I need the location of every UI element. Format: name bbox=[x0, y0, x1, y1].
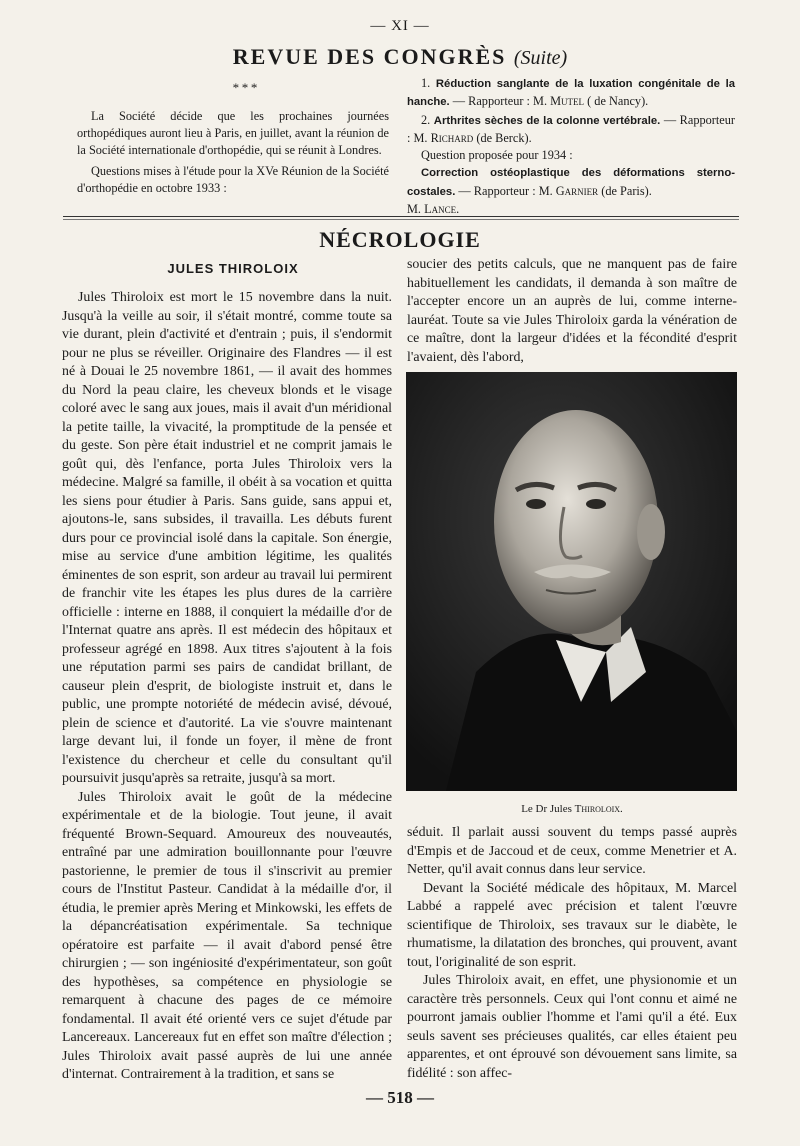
obituary-right-bottom-column bbox=[407, 824, 737, 1083]
item-rapporteur-label: — Rapporteur : M. bbox=[407, 112, 735, 145]
item-title: Correction ostéoplastique des déformations sterno-costales. bbox=[407, 167, 735, 198]
section-divider bbox=[63, 216, 739, 217]
congress-left-column bbox=[77, 108, 389, 201]
section-title bbox=[0, 44, 800, 70]
congress-paragraph: La Société décide que les prochaines journées orthopédiques auront lieu à Paris, en juillet, avant la réunion de la Société internationale d'orthopédie, qui se réunit à Londres. bbox=[77, 109, 389, 157]
page-number: — 518 — bbox=[366, 1088, 434, 1107]
item-rapporteur-origin: (de Berck). bbox=[473, 130, 532, 145]
obituary-paragraph: Jules Thiroloix avait le goût de la médecine expérimentale et de la biologie. Tout jeune, il avait fréquenté Brown-Sequard. Amoureux des nouveautés, entraîné par une admiration bouillonnante pour l'œuvre pastorienne, le premier de tous il s'inscrivit au premier cours de l'Institut Pasteur. Candidat à la médaille d'or, il étudia, le premier après Mering et Minkowski, les effets de la dépancréatisation expérimentale. Sa technique opératoire est parfaite — il avait d'abord pensé être chirurgien ; — son ingéniosité d'expérimentateur, son goût des hypothèses, sa compétence en physiologie se remarquent à chacune des pages de ce mémoire fondamental. Il avait été orienté vers ce sujet d'étude par Lancereaux. Lancereaux fut en effet son maître d'élection ; Jules Thiroloix avait passé auprès de lui une année d'internat. Contrairement à la tradition, et sans se bbox=[62, 789, 392, 1082]
congress-right-column bbox=[407, 75, 735, 218]
obituary-right-top-text: soucier des petits calculs, que ne manquent pas de faire habituellement les candidats, il demanda à son maître de l'accepter encore un an auprès de lui, comme interne-lauréat. Toute sa vie Jules Thiroloix garda la vénération de ce maître, dont la largeur d'idées et la fécondité d'esprit l'avaient, dès l'abord, bbox=[407, 257, 737, 365]
congress-item-3 bbox=[407, 164, 735, 201]
portrait-illustration bbox=[406, 372, 737, 791]
item-rapporteur-origin: ( de Nancy). bbox=[584, 94, 649, 109]
section-divider bbox=[63, 219, 739, 220]
caption-name: Thiroloix bbox=[574, 803, 621, 815]
section-title-suffix: (Suite) bbox=[513, 47, 568, 69]
obituary-title: NÉCROLOGIE bbox=[319, 227, 481, 252]
item-title: Arthrites sèches de la colonne vertébrale. bbox=[433, 114, 661, 127]
congress-item-1 bbox=[407, 75, 735, 112]
question-line: Question proposée pour 1934 : bbox=[421, 148, 573, 163]
signature: M. Lance. bbox=[407, 202, 460, 217]
portrait-photo bbox=[406, 372, 737, 791]
obituary-paragraph: séduit. Il parlait aussi souvent du temps passé auprès d'Empis et de Jaccoud et de ceux, comme Menetrier et A. Netter, qu'il avait connus dans leur service. bbox=[407, 825, 737, 877]
caption-end: . bbox=[620, 803, 623, 815]
item-title: Réduction sanglante de la luxation congénitale de la hanche. bbox=[407, 78, 735, 109]
page-marker-top: — XI — bbox=[370, 18, 430, 34]
congress-item-2 bbox=[407, 112, 735, 148]
item-rapporteur-name: Mutel bbox=[550, 94, 585, 109]
item-rapporteur-name: Garnier bbox=[555, 183, 599, 198]
caption-text: Le Dr Jules bbox=[521, 803, 575, 815]
item-rapporteur-origin: (de Paris). bbox=[598, 183, 652, 198]
section-title-text: REVUE DES CONGRÈS bbox=[232, 44, 507, 69]
item-number: 1. bbox=[421, 76, 431, 90]
obituary-subject: JULES THIROLOIX bbox=[167, 261, 299, 276]
ornament-asterisks: * * * bbox=[232, 80, 258, 95]
item-number: 2. bbox=[421, 112, 431, 127]
item-rapporteur-label: — Rapporteur : M. bbox=[449, 94, 551, 109]
item-rapporteur-label: — Rapporteur : M. bbox=[455, 183, 556, 198]
congress-paragraph: Questions mises à l'étude pour la XVe Réunion de la Société d'orthopédie en octobre 1933 : bbox=[77, 164, 389, 195]
obituary-paragraph: Devant la Société médicale des hôpitaux, M. Marcel Labbé a rappelé avec précision et talent l'œuvre scientifique de Thiroloix, ses travaux sur le diabète, le rhumatisme, la dilatation des bronches, qui prouvent, avant tout, l'originalité de son esprit. bbox=[407, 880, 737, 970]
obituary-paragraph: Jules Thiroloix avait, en effet, une physionomie et un caractère très personnels. Ceux qui l'ont connu et aimé ne pourront jamais oublier l'homme et l'ami qu'il a été. Eux seuls savent ses précieuses qualités, car elles étaient peu apparentes, et ont éprouvé son dévouement sans limite, sa fidélité : son affec- bbox=[407, 973, 737, 1081]
obituary-left-column bbox=[62, 289, 392, 1085]
obituary-paragraph: Jules Thiroloix est mort le 15 novembre dans la nuit. Jusqu'à la veille au soir, il s'était montré, comme toute sa vie durant, plein d'activité et d'entrain ; puis, il s'endormit pour ne plus se réveiller. Originaire des Flandres — il est né à Douai le 25 novembre 1861, — il avait des hommes du Nord la peau claire, les cheveux blonds et le visage coloré avec le sang aux joues, mais il avait d'un méridional la petite taille, la vivacité, la promptitude de la pensée et du geste. Son père était industriel et ne comprit jamais le goût qui, dès l'enfance, porta Jules Thiroloix vers la médecine. Malgré sa famille, il obéit à sa vocation et quitta les siens pour étudier à Paris. Sans guide, sans appui et, ajoutons-le, sans subsides, il travailla. Les débuts furent durs pour ce provincial isolé dans la capitale. Son énergie, mise au service d'une ambition légitime, les qualités éminentes de son esprit, son ardeur au travail lui permirent de franchir vite les étapes les plus dures de la carrière officielle : interne en 1888, il conquiert la médaille d'or de l'Internat quatre ans après. Il est médecin des hôpitaux et professeur agrégé en 1898. Aux titres s'ajoutent à la fois une réputation parmi ses pairs de candidat brillant, de causeur plein d'esprit, de biologiste instruit et, dans le public, une prompte notoriété de médecin avisé, dévoué, plein de science et d'autorité. La vie s'ouvre maintenant large devant lui, il fonde un foyer, il mène de front l'existence du chercheur et celle du consultant qu'il poursuivit jusqu'après sa retraite, jusqu'à sa mort. bbox=[62, 290, 392, 786]
item-rapporteur-name: Richard bbox=[430, 130, 474, 145]
photo-caption bbox=[407, 803, 737, 815]
